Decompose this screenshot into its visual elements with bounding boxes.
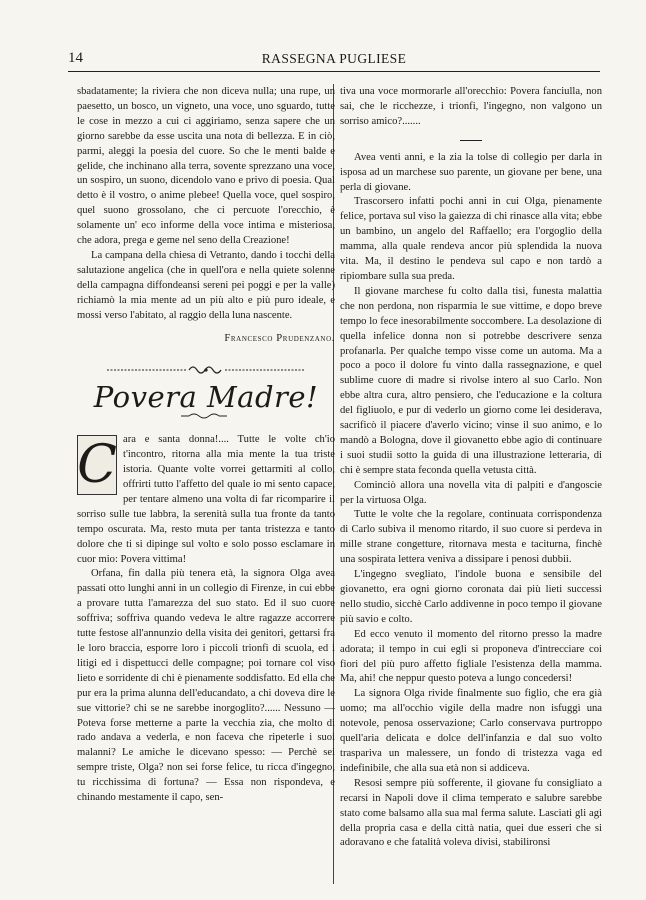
title-flourish bbox=[77, 411, 335, 421]
paragraph: La campana della chiesa di Vetranto, dando i tocchi della salutazione angelica (che in quell'ora e nella quiete solenne della campagna diffondeansi sereni pei poggi e per la valle) richiamò la mia mente ad un più alto e più puro ideale, e mossi verso l'abitato, al raggio della luna nascente. bbox=[77, 249, 335, 321]
paragraph: ara e santa donna!.... Tutte le volte ch'io t'incontro, ritorna alla mia mente la tua triste istoria. Quante volte vorrei gettarmiti al collo, offrirti tutto l'affetto del quale io mi sento capace, per tentare almeno una volta di far ricomparire il sorriso sulle tue labbra, la serenità sulla tua fronte da tanto tempo oscurata. Ma, resto muta per tanta tristezza e tanto dolore che ti si dipinge sul volto e solo posso esclamare in cuor mio: Povera vittima! bbox=[77, 434, 335, 565]
header-rule bbox=[68, 71, 600, 72]
paragraph: Il giovane marchese fu colto dalla tisi, funesta malattia che non perdona, non risparmia le sue vittime, e dopo breve tempo lo fece inesorabilmente soccombere. La desolazione di quella infelice donna non si potrebbe descrivere senza profanarla. Per qualche tempo visse come un automa. Ma a poco a poco il dolore fu vinto dalla rassegnazione, e quel sublime cuore di madre si rivolse intero al suo Carlo. Non ebbe altra cura, altro pensiero, che l'educazione e la coltura del figliuolo, e pur di vederlo un giorno come lei desiderava, sacrificò il piacere d'averlo vicino; vinse il suo animo, e lo mandò a Bologna, dove il giovanetto ebbe agio di continuare i suoi studii sotto la guida di una illustrazione letteraria, di chi è sempre stata feconda quella vetusta città. bbox=[340, 285, 602, 476]
ornament-flourish-icon bbox=[77, 364, 335, 376]
page-header bbox=[68, 47, 600, 73]
paragraph: tiva una voce mormorarle all'orecchio: Povera fanciulla, non sai, che le ricchezze, i trionfi, l'ingegno, non valgono un sorriso amico?....... bbox=[340, 86, 602, 127]
paragraph: Ed ecco venuto il momento del ritorno presso la madre adorata; il tempo in cui egli si proponeva d'intrecciare coi fiori del più puro affetto figliale l'esistenza della mamma. Ma, ahi! che neppur questo poteva a lungo concedersi! bbox=[340, 628, 602, 685]
journal-title: RASSEGNA PUGLIESE bbox=[261, 51, 407, 66]
first-paragraph bbox=[77, 433, 335, 567]
paragraph: La signora Olga rivide finalmente suo figlio, che era già uomo; ma all'occhio vigile della madre non isfuggì una notevole, penosa osservazione; Carlo conservava purtroppo quell'aria delicata e dolce dell'infanzia e dal suo volto traspariva un malessere, un fondo di tristezza vaga ed indefinibile, che alla sua età non si addiceva. bbox=[340, 688, 602, 774]
author-signature: Francesco Prudenzano. bbox=[224, 332, 335, 344]
drop-cap: C bbox=[77, 435, 117, 496]
right-column bbox=[340, 85, 602, 851]
paragraph: Tutte le volte che la regolare, continuata corrispondenza di Carlo subiva il menomo ritardo, il suo cuore si perdeva in mille strane congetture, ritornava mesta e taciturna, finchè una sospirata lettera veniva a dissipare i penosi dubbii. bbox=[340, 509, 602, 566]
left-column bbox=[77, 85, 335, 806]
paragraph: sbadatamente; la riviera che non diceva nulla; una rupe, un paesetto, un bosco, un vigneto, una voce, uno sguardo, tutte le cose in mezzo a cui ci aggiriamo, senza sapere che un giorno sarebbe da esse uscita una nota di bellezza. E in ciò, parmi, aleggi la poesia del cuore. So che le menti balde e gelide, che inchinano alla terra, sovente sprezzano una voce, un sospiro, un suono, dicendolo vano e privo di poesia. Qual detto è il vostro, o anime plebee! Quella voce, quel sospiro, quel suono grossolano, che ci percuote l'orecchio, è solamente un' eco informe della voce intima e misteriosa, che adora, prega e geme nel seno della Creazione! bbox=[77, 86, 335, 247]
section-dash bbox=[460, 140, 482, 141]
section-ornament bbox=[77, 364, 335, 376]
paragraph: Orfana, fin dalla più tenera età, la signora Olga avea passati otto lunghi anni in un collegio di Firenze, in cui ebbe a provare tutta l'amarezza del suo stato. Ed il suo cuore soffriva; soffriva quando vedeva le altre ragazze accorrere tutte festose all'annunzio della visita dei genitori, gettarsi fra le loro braccia, esporre loro i piccoli trionfi di scuola, ed i litigi ed i dispettucci delle compagne; poi tornare col viso lieto e sorridente di chi è pienamente soddisfatto. Ed ella che pur era la prima alunna dell'educandato, a chi doveva dire le sue vittorie? chi se ne sarebbe inorgoglito?...... Nessuno — Poteva forse metterne a parte la vecchia zia, che molto di rado andava a vederla, e non faceva che ripeterle i suoi malanni? Le amiche le dicevano spesso: — Perchè sei sempre triste, Olga? non sei forse felice, tu ricca d'ingegno, tu ricchissima di fortuna? — Essa non rispondeva, e chinando mestamente il capo, sen- bbox=[77, 568, 335, 804]
paragraph: Trascorsero infatti pochi anni in cui Olga, pienamente felice, portava sul viso la gaiezza di chi rinasce alla vita; ebbe un bambino, un angelo del Raffaello; era l'orgoglio della mamma, alla quale rendeva ancor più splendida la nuova vita. Ma, il destino le pendeva sul capo e non tardò a ripiombare sulla sua preda. bbox=[340, 196, 602, 282]
paragraph: L'ingegno svegliato, l'indole buona e sensibile del giovanetto, era ogni giorno coronata dai più lieti successi nello studio, sicchè Carlo addivenne in poco tempo il giovane più savio e colto. bbox=[340, 569, 602, 625]
paragraph: Resosi sempre più sofferente, il giovane fu consigliato a recarsi in Napoli dove il clima temperato e salubre sarebbe stato come balsamo alla sua mal ferma salute. Lasciati gli agi della propria casa e della città natia, quei due esseri che si adoravano e che fatalità voleva divisi, stabilironsi bbox=[340, 777, 602, 849]
paragraph: Cominciò allora una novella vita di palpiti e d'angoscie per la virtuosa Olga. bbox=[340, 479, 602, 506]
flourish-icon bbox=[77, 411, 335, 421]
page-number: 14 bbox=[68, 50, 83, 66]
paragraph: Avea venti anni, e la zia la tolse di collegio per darla in isposa ad un marchese suo parente, un giovane per bene, una perla di giovane. bbox=[340, 151, 602, 193]
article-title: Povera Madre! bbox=[93, 380, 319, 415]
